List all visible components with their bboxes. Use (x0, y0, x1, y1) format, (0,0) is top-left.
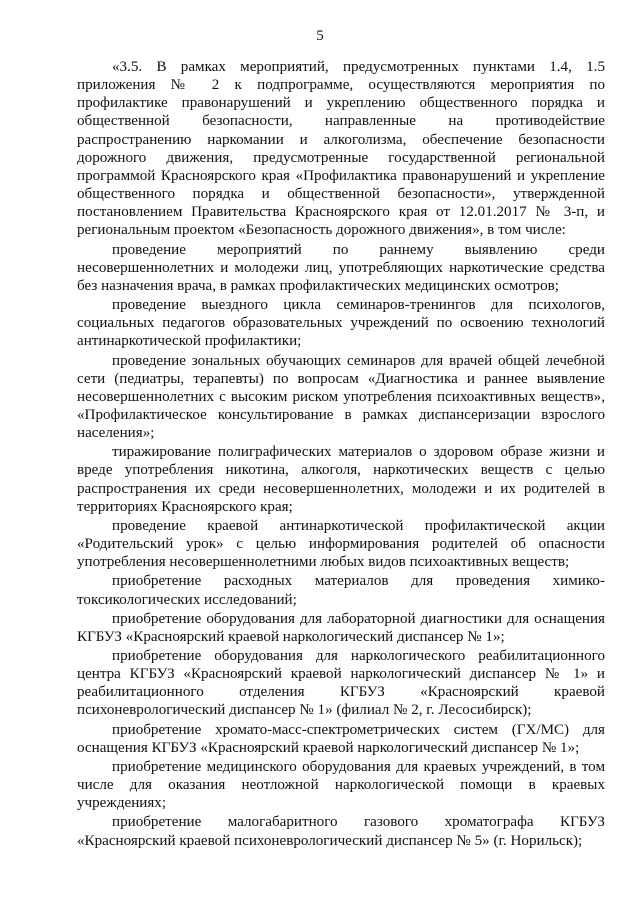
paragraph: приобретение оборудования для лабораторной диагностики для оснащения КГБУЗ «Красноярский краевой наркологический диспансер № 1»; (77, 610, 605, 645)
page-number: 5 (316, 28, 324, 44)
paragraph: приобретение расходных материалов для проведения химико-токсикологических исследований; (77, 573, 605, 608)
paragraph: тиражирование полиграфических материалов о здоровом образе жизни и вреде употребления никотина, алкоголя, наркотических веществ с целью распространения их среди несовершеннолетних, молодежи и их родителей в территориях Красноярского края; (77, 444, 605, 515)
paragraph: «3.5. В рамках мероприятий, предусмотренных пунктами 1.4, 1.5 приложения № 2 к подпрограмме, осуществляются мероприятия по профилактике правонарушений и укреплению общественного порядка и общественной безопасности, направленные на противодействие распространению наркомании и алкоголизма, обеспечение безопасности дорожного движения, предусмотренные государственной региональной программой Красноярского края «Профилактика правонарушений и укрепление общественного порядка и общественной безопасности», утвержденной постановлением Правительства Красноярского края от 12.01.2017 № 3-п, и региональным проектом «Безопасность дорожного движения», в том числе: (77, 59, 605, 239)
paragraph: проведение мероприятий по раннему выявлению среди несовершеннолетних и молодежи лиц, употребляющих наркотические средства без назначения врача, в рамках профилактических медицинских осмотров; (77, 241, 605, 294)
paragraph: приобретение хромато-масс-спектрометрических систем (ГХ/МС) для оснащения КГБУЗ «Красноярский краевой наркологический диспансер № 1»; (77, 721, 605, 756)
paragraph: проведение зональных обучающих семинаров для врачей общей лечебной сети (педиатры, терапевты) по вопросам «Диагностика и раннее выявление несовершеннолетних с высоким риском употребления психоактивных веществ», «Профилактическое консультирование в рамках диспансеризации взрослого населения»; (77, 352, 605, 442)
paragraph: приобретение оборудования для наркологического реабилитационного центра КГБУЗ «Красноярский краевой наркологический диспансер № 1» и реабилитационного отделения КГБУЗ «Красноярский краевой психоневрологический диспансер № 1» (филиал № 2, г. Лесосибирск); (77, 648, 605, 719)
body-text (77, 58, 605, 850)
paragraph: приобретение медицинского оборудования для краевых учреждений, в том числе для оказания неотложной наркологической помощи в краевых учреждениях; (77, 758, 605, 812)
paragraph: приобретение малогабаритного газового хроматографа КГБУЗ «Красноярский краевой психоневрологический диспансер № 5» (г. Норильск); (77, 814, 605, 849)
paragraph: проведение краевой антинаркотической профилактической акции «Родительский урок» с целью информирования родителей об опасности употребления несовершеннолетними любых видов психоактивных веществ; (77, 517, 605, 571)
paragraph: проведение выездного цикла семинаров-тренингов для психологов, социальных педагогов образовательных учреждений по освоению технологий антинаркотической профилактики; (77, 297, 605, 350)
